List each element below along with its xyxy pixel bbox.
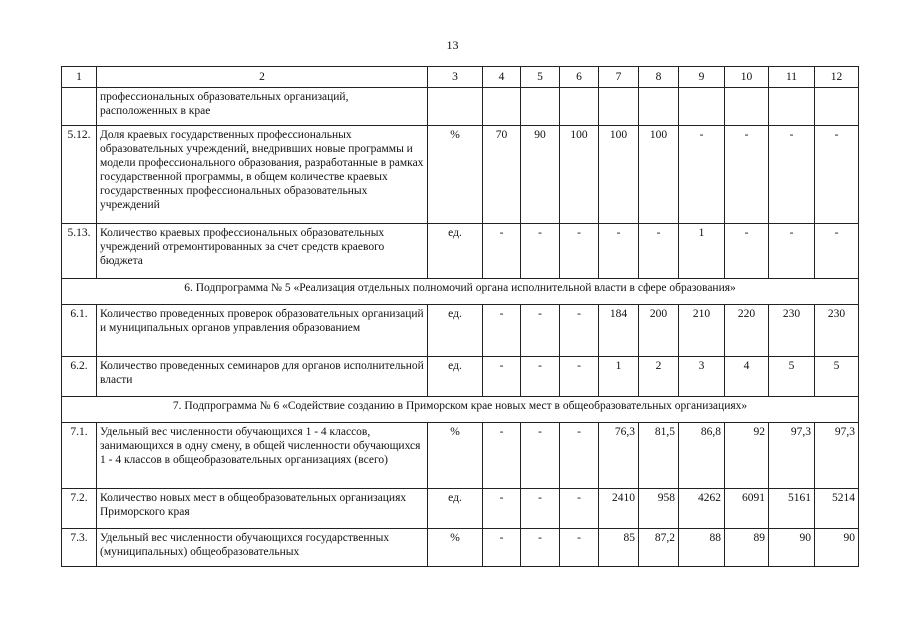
header-cell: 2 [97,67,428,88]
indicator-name: профессиональных образовательных организаций, расположенных в крае [97,88,428,126]
unit-cell: ед. [428,224,483,279]
value-cell: 5214 [815,489,859,529]
value-cell: - [483,357,521,397]
value-cell: - [521,423,560,489]
value-cell: - [679,126,725,224]
value-cell: 85 [599,529,639,567]
row-number: 5.12. [62,126,97,224]
value-cell: 92 [725,423,769,489]
value-cell [560,88,599,126]
value-cell: - [483,423,521,489]
header-cell: 6 [560,67,599,88]
section-row [62,279,859,305]
value-cell: 1 [679,224,725,279]
value-cell: 100 [560,126,599,224]
value-cell: 958 [639,489,679,529]
section-row [62,397,859,423]
value-cell: 86,8 [679,423,725,489]
value-cell: 97,3 [815,423,859,489]
value-cell: 90 [521,126,560,224]
section-title: 7. Подпрограмма № 6 «Содействие созданию в Приморском крае новых мест в общеобразовательных организациях» [62,397,859,423]
value-cell: - [560,529,599,567]
row-number: 5.13. [62,224,97,279]
value-cell: - [521,529,560,567]
value-cell: 184 [599,305,639,357]
page-number: 13 [446,38,459,52]
header-cell: 10 [725,67,769,88]
header-cell: 5 [521,67,560,88]
unit-cell: % [428,529,483,567]
table-row [62,529,859,567]
table-row [62,224,859,279]
value-cell: 3 [679,357,725,397]
header-cell: 9 [679,67,725,88]
unit-cell: ед. [428,489,483,529]
value-cell [769,88,815,126]
value-cell: - [725,126,769,224]
value-cell: 200 [639,305,679,357]
row-number: 7.3. [62,529,97,567]
value-cell: 100 [639,126,679,224]
value-cell: - [560,489,599,529]
value-cell: 76,3 [599,423,639,489]
value-cell: - [483,529,521,567]
value-cell: - [560,423,599,489]
header-row [62,67,859,88]
header-cell: 11 [769,67,815,88]
value-cell [815,88,859,126]
value-cell [725,88,769,126]
indicator-name: Доля краевых государственных профессиональных образовательных учреждений, внедривших новые программы и модели профессионального образования, разработанные в рамках государственной программы, в общем количестве краевых государственных профессиональных образовательных учреждений [97,126,428,224]
row-number [62,88,97,126]
value-cell: 81,5 [639,423,679,489]
header-cell: 7 [599,67,639,88]
row-number: 6.2. [62,357,97,397]
row-number: 6.1. [62,305,97,357]
table-row [62,126,859,224]
unit-cell: % [428,126,483,224]
header-cell: 1 [62,67,97,88]
value-cell: - [599,224,639,279]
value-cell: - [560,357,599,397]
value-cell: - [769,126,815,224]
table-row [62,357,859,397]
value-cell: - [521,357,560,397]
value-cell [483,88,521,126]
value-cell: - [521,305,560,357]
indicators-table [61,66,859,567]
indicator-name: Количество краевых профессиональных образовательных учреждений отремонтированных за счет средств краевого бюджета [97,224,428,279]
value-cell: 97,3 [769,423,815,489]
value-cell: - [483,305,521,357]
header-cell: 12 [815,67,859,88]
value-cell: 210 [679,305,725,357]
value-cell: - [815,224,859,279]
value-cell: - [639,224,679,279]
value-cell: 1 [599,357,639,397]
value-cell: 220 [725,305,769,357]
value-cell: 5 [815,357,859,397]
unit-cell: ед. [428,305,483,357]
value-cell: 5161 [769,489,815,529]
value-cell: 5 [769,357,815,397]
value-cell: 88 [679,529,725,567]
row-number: 7.1. [62,423,97,489]
value-cell: 6091 [725,489,769,529]
value-cell: 230 [815,305,859,357]
table-row [62,489,859,529]
value-cell: 100 [599,126,639,224]
unit-cell [428,88,483,126]
value-cell: - [483,489,521,529]
value-cell: 4 [725,357,769,397]
value-cell: 89 [725,529,769,567]
value-cell: - [521,224,560,279]
header-cell: 8 [639,67,679,88]
value-cell: - [815,126,859,224]
value-cell: - [769,224,815,279]
value-cell [679,88,725,126]
value-cell: 70 [483,126,521,224]
value-cell: 87,2 [639,529,679,567]
indicator-name: Удельный вес численности обучающихся 1 - 4 классов, занимающихся в одну смену, в общей численности обучающихся 1 - 4 классов в общеобразовательных организациях (всего) [97,423,428,489]
table-row [62,423,859,489]
value-cell: 90 [769,529,815,567]
indicator-name: Количество проведенных проверок образовательных организаций и муниципальных органов управления образованием [97,305,428,357]
indicator-name: Количество проведенных семинаров для органов исполнительной власти [97,357,428,397]
unit-cell: ед. [428,357,483,397]
value-cell: - [483,224,521,279]
value-cell: 2 [639,357,679,397]
value-cell: 90 [815,529,859,567]
value-cell: - [725,224,769,279]
header-cell: 3 [428,67,483,88]
value-cell: 230 [769,305,815,357]
unit-cell: % [428,423,483,489]
value-cell: 4262 [679,489,725,529]
value-cell: - [521,489,560,529]
value-cell: - [560,224,599,279]
value-cell [599,88,639,126]
value-cell: - [560,305,599,357]
indicator-name: Удельный вес численности обучающихся государственных (муниципальных) общеобразовательных [97,529,428,567]
indicator-name: Количество новых мест в общеобразовательных организациях Приморского края [97,489,428,529]
table-row [62,305,859,357]
value-cell [639,88,679,126]
row-number: 7.2. [62,489,97,529]
section-title: 6. Подпрограмма № 5 «Реализация отдельных полномочий органа исполнительной власти в сфере образования» [62,279,859,305]
table-row [62,88,859,126]
value-cell: 2410 [599,489,639,529]
header-cell: 4 [483,67,521,88]
value-cell [521,88,560,126]
